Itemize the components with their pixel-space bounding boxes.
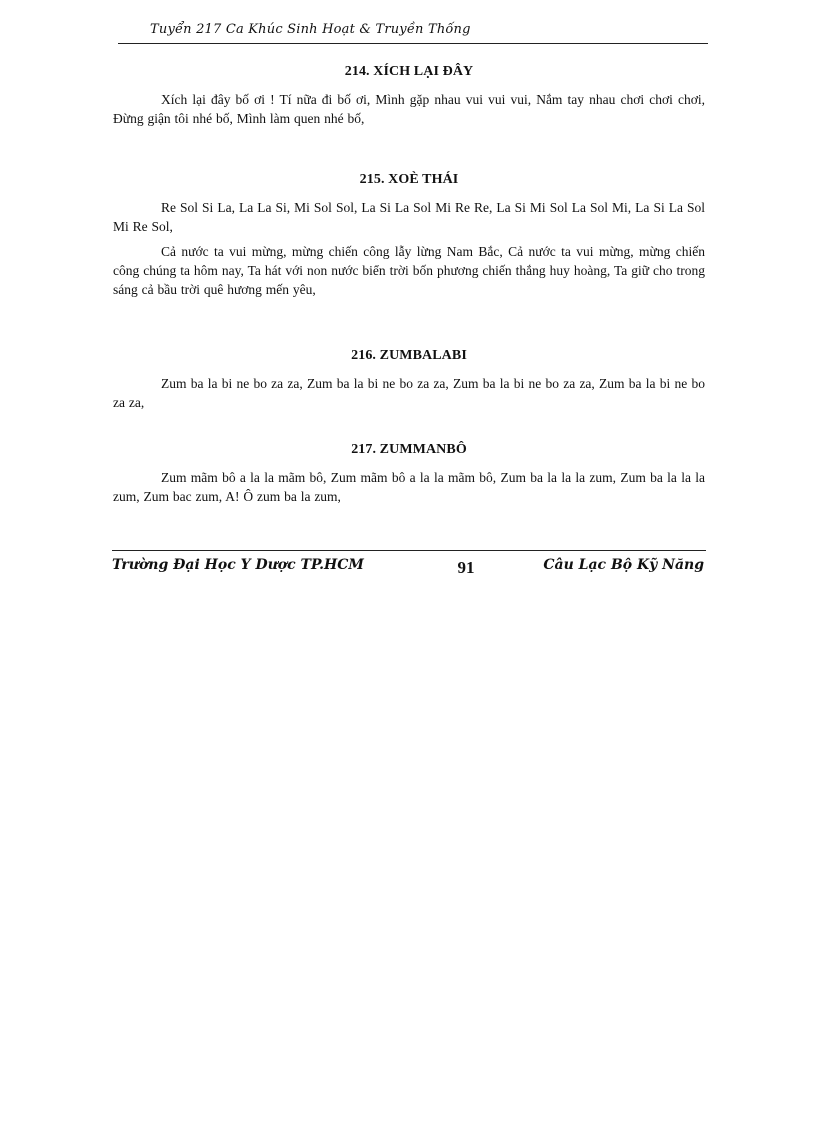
song-title: 214. XÍCH LẠI ĐÂY: [344, 64, 474, 79]
song-216: [113, 348, 705, 418]
song-lyrics: Zum ba la bi ne bo za za, Zum ba la bi ne bo za za, Zum ba la bi ne bo za za, Zum ba la bi ne bo za za,: [113, 376, 705, 410]
song-214: [113, 64, 705, 134]
page-number: 91: [457, 558, 475, 577]
running-header-title: Tuyển 217 Ca Khúc Sinh Hoạt & Truyền Thống: [150, 22, 471, 37]
footer-institution: Trường Đại Học Y Dược TP.HCM: [112, 557, 364, 573]
header-divider: [118, 43, 708, 44]
song-lyrics: Zum mãm bô a la la mãm bô, Zum mãm bô a la la mãm bô, Zum ba la la la zum, Zum ba la la la zum, Zum bac zum, A! Ô zum ba la zum,: [113, 470, 705, 504]
song-lyrics: Cả nước ta vui mừng, mừng chiến công lẫy lừng Nam Bắc, Cả nước ta vui mừng, mừng chiến công chúng ta hôm nay, Ta hát với non nước biển trời bốn phương chiến thắng huy hoàng, Ta giữ cho trong sáng cả bầu trời quê hương mến yêu,: [113, 244, 705, 297]
song-217: [113, 442, 705, 512]
song-title: 216. ZUMBALABI: [351, 348, 467, 363]
song-lyrics: Xích lại đây bố ơi ! Tí nữa đi bố ơi, Mình gặp nhau vui vui vui, Nắm tay nhau chơi chơi chơi, Đừng giận tôi nhé bố, Mình làm quen nhé bố,: [113, 92, 705, 126]
song-215: [113, 172, 705, 305]
footer-club: Câu Lạc Bộ Kỹ Năng: [543, 557, 704, 573]
footer-divider: [112, 550, 706, 551]
song-notes: Re Sol Si La, La La Si, Mi Sol Sol, La Si La Sol Mi Re Re, La Si Mi Sol La Sol Mi, La Si La Sol Mi Re Sol,: [113, 200, 705, 234]
song-title: 217. ZUMMANBÔ: [351, 442, 467, 457]
song-title: 215. XOÈ THÁI: [359, 172, 459, 187]
